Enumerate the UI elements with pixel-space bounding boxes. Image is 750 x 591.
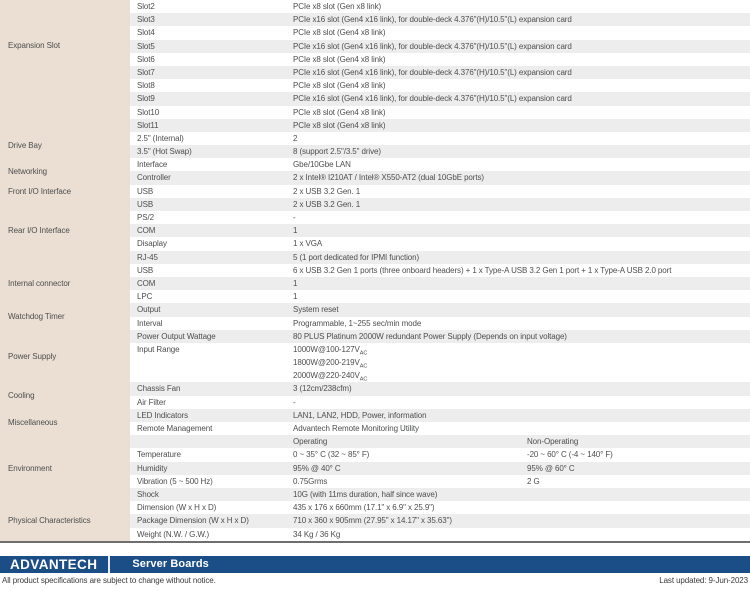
- row-value: Operating: [293, 437, 328, 447]
- spec-section-expansion-slot: [0, 0, 750, 132]
- row-label: Interval: [137, 318, 163, 328]
- row-value: PCIe x8 slot (Gen4 x8 link): [293, 107, 386, 117]
- spec-row: [130, 382, 750, 395]
- row-value: Gbe/10Gbe LAN: [293, 160, 351, 170]
- section-rows: [130, 382, 750, 408]
- spec-section-drive-bay: [0, 132, 750, 158]
- row-value: 34 Kg / 36 Kg: [293, 529, 341, 539]
- value-line-main: 1000W@100-127V: [293, 344, 360, 354]
- row-label: Slot7: [137, 67, 155, 77]
- row-label: Slot9: [137, 94, 155, 104]
- row-value: [293, 343, 750, 383]
- row-label: 2.5" (Internal): [137, 133, 184, 143]
- category-label: Power Supply: [0, 330, 130, 383]
- spec-row: [130, 171, 750, 184]
- category-label: Cooling: [0, 382, 130, 408]
- row-value: 1: [293, 292, 298, 302]
- spec-row: [130, 264, 750, 277]
- row-label: Weight (N.W. / G.W.): [137, 529, 210, 539]
- row-value: LAN1, LAN2, HDD, Power, information: [293, 410, 427, 420]
- row-value: 95% @ 40° C: [293, 463, 341, 473]
- category-label: Watchdog Timer: [0, 303, 130, 329]
- row-label: Slot11: [137, 120, 159, 130]
- section-rows: [130, 185, 750, 198]
- row-value: PCIe x16 slot (Gen4 x16 link), for double-deck 4.376"(H)/10.5"(L) expansion card: [293, 15, 572, 25]
- row-value: Programmable, 1~255 sec/min mode: [293, 318, 422, 328]
- category-label: Expansion Slot: [0, 0, 130, 132]
- row-label: Dimension (W x H x D): [137, 503, 217, 513]
- section-rows: [130, 303, 750, 329]
- row-label: USB: [137, 186, 154, 196]
- spec-row: [130, 303, 750, 316]
- spec-row: [130, 475, 750, 488]
- row-value: PCIe x16 slot (Gen4 x16 link), for double-deck 4.376"(H)/10.5"(L) expansion card: [293, 41, 572, 51]
- row-value: 3 (12cm/238cfm): [293, 384, 352, 394]
- row-value: System reset: [293, 305, 339, 315]
- row-label: Package Dimension (W x H x D): [137, 516, 249, 526]
- category-label: Miscellaneous: [0, 409, 130, 435]
- spec-section-rear-i-o-interface: [0, 198, 750, 264]
- spec-row: [130, 277, 750, 290]
- row-label: USB: [137, 265, 154, 275]
- section-rows: [130, 330, 750, 383]
- row-value-secondary: Non-Operating: [527, 437, 579, 447]
- spec-row: [130, 0, 750, 13]
- spec-row: [130, 514, 750, 527]
- spec-section-environment: [0, 435, 750, 501]
- row-value: PCIe x8 slot (Gen4 x8 link): [293, 54, 386, 64]
- spec-row: [130, 448, 750, 461]
- row-value: PCIe x8 slot (Gen4 x8 link): [293, 120, 386, 130]
- section-rows: [130, 132, 750, 158]
- spec-section-internal-connector: [0, 264, 750, 304]
- row-label: Air Filter: [137, 397, 166, 407]
- row-label: Chassis Fan: [137, 384, 181, 394]
- spec-row: [130, 290, 750, 303]
- section-rows: [130, 198, 750, 264]
- section-rows: [130, 435, 750, 501]
- row-value-secondary: 95% @ 60° C: [527, 463, 575, 473]
- row-value: 2 x USB 3.2 Gen. 1: [293, 186, 361, 196]
- row-label: Output: [137, 305, 161, 315]
- category-label: Physical Characteristics: [0, 501, 130, 541]
- row-label: LPC: [137, 292, 153, 302]
- spec-row: [130, 106, 750, 119]
- row-value: 8 (support 2.5"/3.5" drive): [293, 147, 381, 157]
- row-label: [130, 435, 293, 448]
- spec-row: [130, 79, 750, 92]
- section-rows: [130, 501, 750, 541]
- row-label: Slot6: [137, 54, 155, 64]
- disclaimer-text: All product specifications are subject to change without notice.: [2, 575, 216, 585]
- section-rows: [130, 0, 750, 132]
- value-line: [293, 343, 750, 356]
- value-line: [293, 356, 750, 369]
- advantech-logo: ADVANTECH: [10, 556, 98, 573]
- footer-note: [0, 576, 750, 585]
- spec-section-physical-characteristics: [0, 501, 750, 541]
- spec-row: [130, 53, 750, 66]
- row-label: Slot5: [137, 41, 155, 51]
- row-label: Interface: [137, 160, 168, 170]
- value-line: [293, 369, 750, 382]
- spec-row: [130, 343, 750, 383]
- row-label: LED Indicators: [137, 410, 189, 420]
- category-label: Internal connector: [0, 264, 130, 304]
- row-label: RJ-45: [137, 252, 158, 262]
- spec-row: [130, 488, 750, 501]
- row-value: 0.75Grms: [293, 476, 328, 486]
- row-label: Controller: [137, 173, 171, 183]
- row-value: Advantech Remote Monitoring Utility: [293, 424, 419, 434]
- row-value: PCIe x16 slot (Gen4 x16 link), for double-deck 4.376"(H)/10.5"(L) expansion card: [293, 94, 572, 104]
- last-updated-text: Last updated: 9-Jun-2023: [659, 575, 748, 585]
- spec-row: [130, 40, 750, 53]
- row-value: PCIe x8 slot (Gen4 x8 link): [293, 28, 386, 38]
- row-label: COM: [137, 226, 156, 236]
- spec-row: [130, 92, 750, 105]
- spec-row: [130, 330, 750, 343]
- row-label: Remote Management: [137, 424, 213, 434]
- row-label: COM: [137, 278, 156, 288]
- row-value: 1 x VGA: [293, 239, 323, 249]
- category-label: Rear I/O Interface: [0, 198, 130, 264]
- category-label: Networking: [0, 158, 130, 184]
- row-value: 1: [293, 226, 298, 236]
- spec-row: [130, 422, 750, 435]
- spec-row: [130, 224, 750, 237]
- value-line-main: 1800W@200-219V: [293, 358, 360, 368]
- row-value: PCIe x8 slot (Gen4 x8 link): [293, 81, 386, 91]
- value-line-subscript: AC: [359, 350, 368, 357]
- spec-row: [130, 13, 750, 26]
- spec-row: [130, 158, 750, 171]
- spec-section-networking: [0, 158, 750, 184]
- category-label: Front I/O Interface: [0, 185, 130, 198]
- spec-row: [130, 119, 750, 132]
- value-line-subscript: AC: [359, 363, 368, 370]
- footer-bar: [0, 556, 750, 573]
- row-label: Disaplay: [137, 239, 167, 249]
- row-label: Slot10: [137, 107, 160, 117]
- row-value-secondary: 2 G: [527, 476, 540, 486]
- section-rows: [130, 409, 750, 435]
- row-value: 10G (with 11ms duration, half since wave): [293, 489, 438, 499]
- spec-section-power-supply: [0, 330, 750, 383]
- spec-row: [130, 462, 750, 475]
- spec-section-watchdog-timer: [0, 303, 750, 329]
- section-rows: [130, 264, 750, 304]
- spec-row: [130, 26, 750, 39]
- row-label: PS/2: [137, 213, 154, 222]
- row-value: -: [293, 213, 296, 222]
- value-line-subscript: AC: [359, 376, 368, 383]
- spec-row: [130, 435, 750, 448]
- row-label: Slot4: [137, 28, 155, 38]
- row-label: Humidity: [137, 463, 168, 473]
- spec-section-miscellaneous: [0, 409, 750, 435]
- row-value: 5 (1 port dedicated for IPMI function): [293, 252, 420, 262]
- spec-row: [130, 132, 750, 145]
- row-label: Input Range: [137, 344, 180, 354]
- row-value: PCIe x16 slot (Gen4 x16 link), for double-deck 4.376"(H)/10.5"(L) expansion card: [293, 67, 572, 77]
- spec-row: [130, 66, 750, 79]
- row-value-secondary: -20 ~ 60° C (-4 ~ 140° F): [527, 450, 613, 460]
- row-value: 2 x USB 3.2 Gen. 1: [293, 199, 361, 209]
- spec-row: [130, 501, 750, 514]
- row-label: Slot3: [137, 15, 155, 25]
- row-value: 2 x Intel® I210AT / Intel® X550-AT2 (dual 10GbE ports): [293, 173, 484, 183]
- row-label: Temperature: [137, 450, 181, 460]
- spec-row: [130, 317, 750, 330]
- row-value: 2: [293, 133, 298, 143]
- spec-section-cooling: [0, 382, 750, 408]
- spec-row: [130, 528, 750, 541]
- spec-section-front-i-o-interface: [0, 185, 750, 198]
- product-line-title: Server Boards: [132, 558, 209, 571]
- spec-row: [130, 198, 750, 211]
- row-value: 435 x 176 x 660mm (17.1" x 6.9" x 25.9"): [293, 503, 435, 513]
- spec-row: [130, 237, 750, 250]
- row-value: 1: [293, 278, 298, 288]
- row-label: Slot2: [137, 2, 155, 11]
- row-label: USB: [137, 199, 154, 209]
- row-value: -: [293, 397, 296, 407]
- section-rows: [130, 158, 750, 184]
- row-label: Slot8: [137, 81, 155, 91]
- row-value: PCIe x8 slot (Gen x8 link): [293, 2, 382, 11]
- row-value: 710 x 360 x 905mm (27.95" x 14.17" x 35.63"): [293, 516, 452, 526]
- row-label: 3.5" (Hot Swap): [137, 147, 192, 157]
- row-label: Power Output Wattage: [137, 331, 216, 341]
- row-value: 80 PLUS Platinum 2000W redundant Power Supply (Depends on input voltage): [293, 331, 567, 341]
- spec-row: [130, 251, 750, 264]
- row-value: 0 ~ 35° C (32 ~ 85° F): [293, 450, 370, 460]
- spec-row: [130, 185, 750, 198]
- spec-row: [130, 211, 750, 224]
- category-label: Environment: [0, 435, 130, 501]
- row-label: Shock: [137, 489, 159, 499]
- category-label: Drive Bay: [0, 132, 130, 158]
- spec-row: [130, 145, 750, 158]
- row-label: Vibration (5 ~ 500 Hz): [137, 476, 213, 486]
- value-line-main: 2000W@220-240V: [293, 371, 360, 381]
- row-value: 6 x USB 3.2 Gen 1 ports (three onboard headers) + 1 x Type-A USB 3.2 Gen 1 port + 1 x Type-A USB 2.0 port: [293, 265, 672, 275]
- spec-row: [130, 396, 750, 409]
- spec-row: [130, 409, 750, 422]
